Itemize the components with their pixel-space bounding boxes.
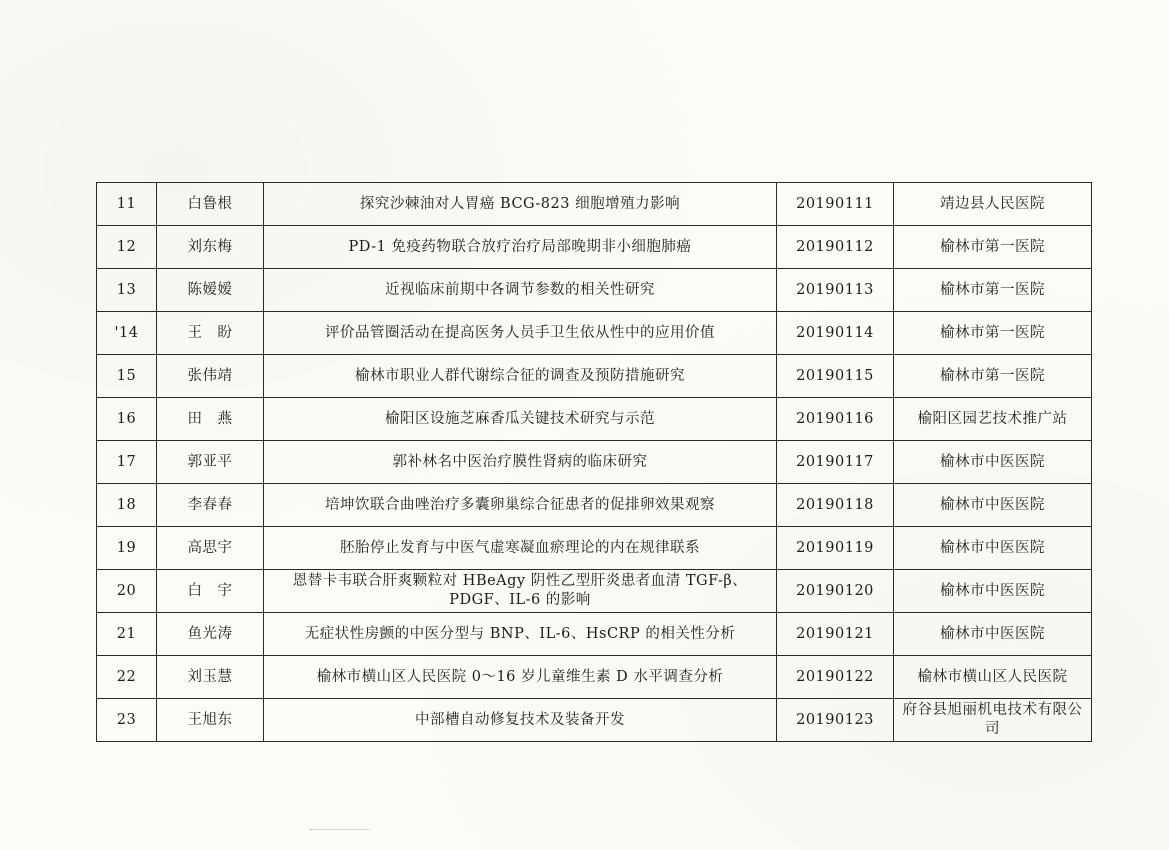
cell-project-title: 郭补林名中医治疗膜性肾病的临床研究	[264, 441, 777, 484]
cell-project-title: 中部槽自动修复技术及装备开发	[264, 699, 777, 742]
table-row	[97, 484, 1092, 527]
project-table	[96, 182, 1092, 742]
table-row	[97, 699, 1092, 742]
cell-project-code: 20190116	[777, 398, 894, 441]
table-row	[97, 527, 1092, 570]
table-row	[97, 355, 1092, 398]
cell-organization: 榆林市第一医院	[894, 312, 1092, 355]
cell-project-code: 20190114	[777, 312, 894, 355]
scan-artifact	[310, 829, 370, 834]
cell-number: 12	[97, 226, 157, 269]
cell-name: 张伟靖	[157, 355, 264, 398]
cell-number: 17	[97, 441, 157, 484]
table-row	[97, 269, 1092, 312]
cell-project-title: 榆阳区设施芝麻香瓜关键技术研究与示范	[264, 398, 777, 441]
cell-organization: 榆林市中医医院	[894, 527, 1092, 570]
cell-project-code: 20190115	[777, 355, 894, 398]
cell-name: 刘东梅	[157, 226, 264, 269]
cell-name: 高思宇	[157, 527, 264, 570]
cell-project-title: 探究沙棘油对人胃癌 BCG-823 细胞增殖力影响	[264, 183, 777, 226]
table-row	[97, 226, 1092, 269]
table-body	[97, 183, 1092, 742]
cell-project-title: 培坤饮联合曲唑治疗多囊卵巢综合征患者的促排卵效果观察	[264, 484, 777, 527]
cell-project-title: 恩替卡韦联合肝爽颗粒对 HBeAgy 阴性乙型肝炎患者血清 TGF-β、PDGF、IL-6 的影响	[264, 570, 777, 613]
cell-organization: 榆林市中医医院	[894, 441, 1092, 484]
cell-name: 刘玉慧	[157, 656, 264, 699]
cell-name: 王旭东	[157, 699, 264, 742]
cell-organization: 榆林市第一医院	[894, 355, 1092, 398]
cell-project-code: 20190121	[777, 613, 894, 656]
cell-project-title: 榆林市职业人群代谢综合征的调查及预防措施研究	[264, 355, 777, 398]
cell-organization: 靖边县人民医院	[894, 183, 1092, 226]
cell-project-title: PD-1 免疫药物联合放疗治疗局部晚期非小细胞肺癌	[264, 226, 777, 269]
cell-project-title: 榆林市横山区人民医院 0～16 岁儿童维生素 D 水平调查分析	[264, 656, 777, 699]
cell-number: 13	[97, 269, 157, 312]
cell-name: 王 盼	[157, 312, 264, 355]
cell-project-code: 20190113	[777, 269, 894, 312]
cell-project-title: 评价品管圈活动在提高医务人员手卫生依从性中的应用价值	[264, 312, 777, 355]
cell-number: 23	[97, 699, 157, 742]
cell-number: '14	[97, 312, 157, 355]
cell-number: 15	[97, 355, 157, 398]
cell-project-title: 胚胎停止发育与中医气虚寒凝血瘀理论的内在规律联系	[264, 527, 777, 570]
cell-name: 李春春	[157, 484, 264, 527]
cell-number: 19	[97, 527, 157, 570]
cell-number: 21	[97, 613, 157, 656]
cell-name: 郭亚平	[157, 441, 264, 484]
cell-number: 18	[97, 484, 157, 527]
cell-project-title: 无症状性房颤的中医分型与 BNP、IL-6、HsCRP 的相关性分析	[264, 613, 777, 656]
table-row	[97, 312, 1092, 355]
cell-project-code: 20190118	[777, 484, 894, 527]
cell-project-title: 近视临床前期中各调节参数的相关性研究	[264, 269, 777, 312]
table-row	[97, 570, 1092, 613]
cell-number: 11	[97, 183, 157, 226]
cell-project-code: 20190122	[777, 656, 894, 699]
cell-name: 田 燕	[157, 398, 264, 441]
cell-organization: 榆林市横山区人民医院	[894, 656, 1092, 699]
cell-project-code: 20190117	[777, 441, 894, 484]
table-row	[97, 183, 1092, 226]
cell-name: 白 宇	[157, 570, 264, 613]
cell-organization: 榆林市第一医院	[894, 226, 1092, 269]
cell-organization: 榆林市中医医院	[894, 613, 1092, 656]
table-row	[97, 441, 1092, 484]
cell-organization: 榆林市中医医院	[894, 570, 1092, 613]
cell-name: 鱼光涛	[157, 613, 264, 656]
cell-name: 陈嫒嫒	[157, 269, 264, 312]
cell-organization: 榆阳区园艺技术推广站	[894, 398, 1092, 441]
table-row	[97, 656, 1092, 699]
cell-project-code: 20190119	[777, 527, 894, 570]
cell-project-code: 20190111	[777, 183, 894, 226]
cell-organization: 府谷县旭丽机电技术有限公司	[894, 699, 1092, 742]
cell-project-code: 20190112	[777, 226, 894, 269]
cell-project-code: 20190120	[777, 570, 894, 613]
cell-number: 16	[97, 398, 157, 441]
cell-organization: 榆林市中医医院	[894, 484, 1092, 527]
cell-number: 20	[97, 570, 157, 613]
table-row	[97, 398, 1092, 441]
cell-number: 22	[97, 656, 157, 699]
table-row	[97, 613, 1092, 656]
cell-name: 白鲁根	[157, 183, 264, 226]
cell-project-code: 20190123	[777, 699, 894, 742]
cell-organization: 榆林市第一医院	[894, 269, 1092, 312]
